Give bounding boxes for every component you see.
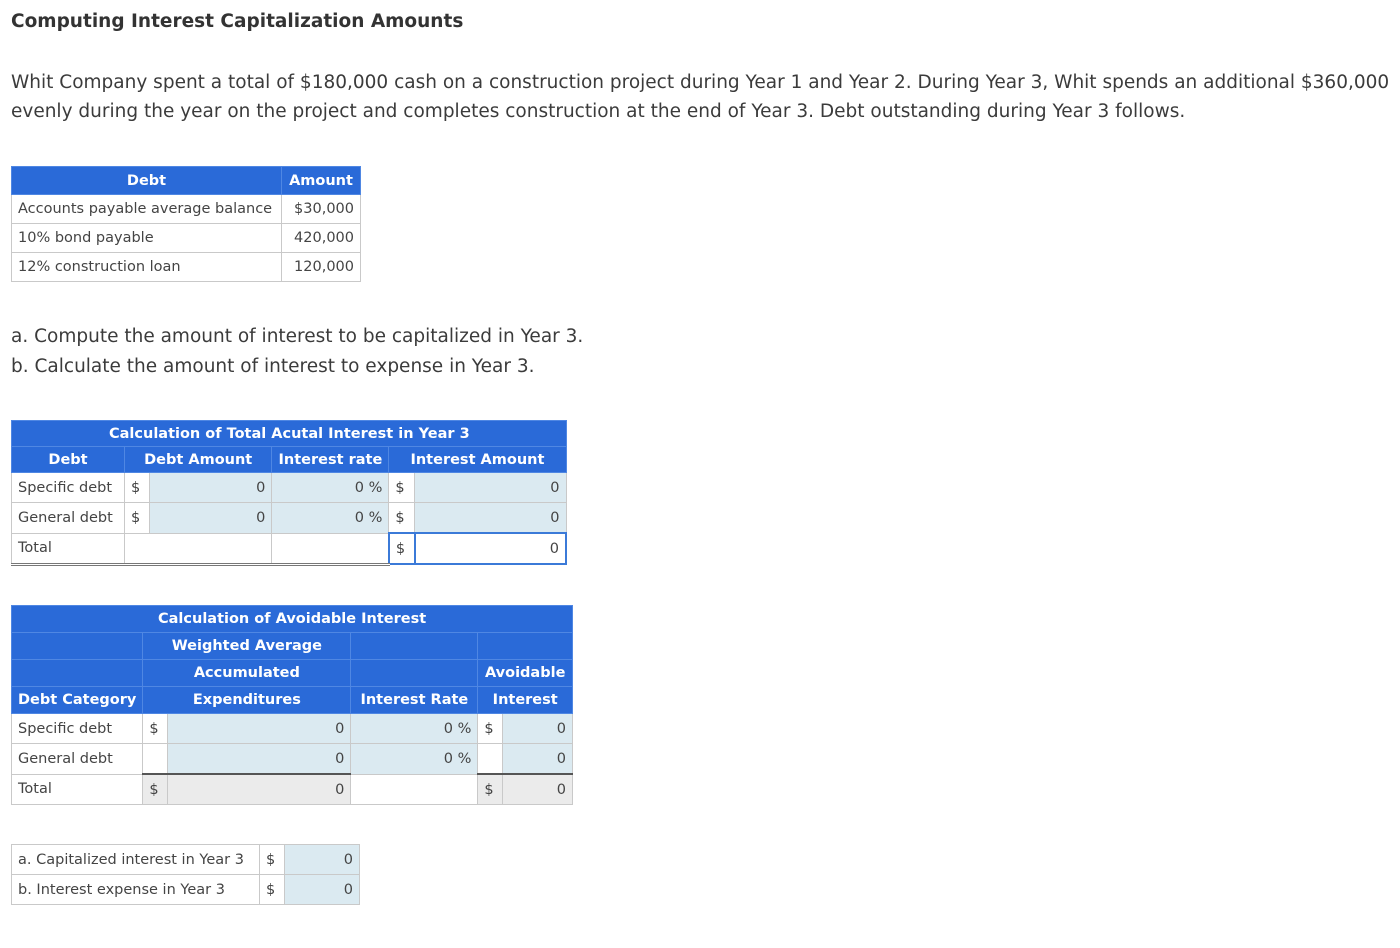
problem-description: Whit Company spent a total of $180,000 cash on a construction project during Year 1 and Year 2. During Year 3, Whit spends an additional $360,000 evenly during the year on the project and completes construction at the end of Year 3. Debt outstanding during Year 3 follows.: [11, 72, 1390, 122]
general-debt-interest-input[interactable]: 0: [415, 503, 566, 534]
specific-avoidable-input[interactable]: 0: [503, 714, 573, 744]
debt-label: 12% construction loan: [12, 253, 282, 282]
amount-header: Amount: [282, 167, 361, 195]
dollar-sign: $: [260, 845, 285, 875]
dollar-sign: $: [143, 714, 168, 744]
table-row: [12, 195, 361, 224]
row-label: Total: [12, 533, 125, 564]
table-row: [12, 473, 567, 503]
debt-label: 10% bond payable: [12, 224, 282, 253]
row-label: Specific debt: [12, 714, 143, 744]
expenditures-header: Expenditures: [143, 687, 351, 714]
avoidable-interest-table: [11, 605, 573, 805]
table-row: [12, 744, 573, 775]
general-debt-amount-input[interactable]: 0: [150, 503, 272, 534]
rate-value: 0: [443, 750, 453, 767]
specific-debt-interest-input[interactable]: 0: [415, 473, 566, 503]
rate-value: 0: [443, 720, 453, 737]
empty-cell: [272, 533, 389, 564]
dollar-sign: $: [125, 503, 150, 534]
percent-sign: %: [457, 720, 472, 737]
rate-value: 0: [354, 509, 365, 526]
dollar-sign: $: [389, 503, 415, 534]
table-row: [12, 714, 573, 744]
avoidable-title: Calculation of Avoidable Interest: [12, 606, 573, 633]
specific-debt-amount-input[interactable]: 0: [150, 473, 272, 503]
dollar-sign: [478, 744, 503, 775]
debt-category-header: Debt Category: [12, 687, 143, 714]
percent-sign: %: [368, 479, 383, 496]
dollar-sign: $: [125, 473, 150, 503]
specific-expenditures-input[interactable]: 0: [168, 714, 351, 744]
capitalized-interest-input[interactable]: 0: [285, 845, 360, 875]
dollar-sign: $: [478, 714, 503, 744]
debt-header: Debt: [12, 447, 125, 473]
empty-cell: [351, 774, 478, 805]
interest-expense-label: b. Interest expense in Year 3: [12, 875, 260, 905]
table-row: [12, 845, 360, 875]
row-label: General debt: [12, 503, 125, 534]
debt-label: Accounts payable average balance: [12, 195, 282, 224]
capitalized-interest-label: a. Capitalized interest in Year 3: [12, 845, 260, 875]
accumulated-header: Accumulated: [143, 660, 351, 687]
table-row: [12, 875, 360, 905]
debt-table: [11, 166, 361, 282]
dollar-sign: $: [389, 533, 415, 564]
general-rate-input[interactable]: [351, 744, 478, 775]
row-label: General debt: [12, 744, 143, 775]
table-row: [12, 253, 361, 282]
debt-amount-header: Debt Amount: [125, 447, 272, 473]
interest-amount-header: Interest Amount: [389, 447, 566, 473]
actual-interest-title: Calculation of Total Acutal Interest in Year 3: [12, 421, 567, 447]
percent-sign: %: [368, 509, 383, 526]
total-row: [12, 774, 573, 805]
dollar-sign: $: [143, 774, 168, 805]
questions: [11, 322, 583, 382]
question-b: b. Calculate the amount of interest to expense in Year 3.: [11, 356, 535, 377]
dollar-sign: $: [389, 473, 415, 503]
table-row: [12, 503, 567, 534]
total-row: [12, 533, 567, 564]
interest-expense-input[interactable]: 0: [285, 875, 360, 905]
debt-amount: $30,000: [282, 195, 361, 224]
total-expenditures-input[interactable]: 0: [168, 774, 351, 805]
debt-amount: 120,000: [282, 253, 361, 282]
general-debt-rate-input[interactable]: [272, 503, 389, 534]
debt-amount: 420,000: [282, 224, 361, 253]
row-label: Specific debt: [12, 473, 125, 503]
dollar-sign: $: [478, 774, 503, 805]
interest-rate-header: Interest Rate: [351, 687, 478, 714]
page-title: Computing Interest Capitalization Amounts: [11, 11, 464, 32]
avoidable-header: Avoidable: [478, 660, 573, 687]
row-label: Total: [12, 774, 143, 805]
general-avoidable-input[interactable]: 0: [503, 744, 573, 775]
summary-table: [11, 844, 360, 905]
debt-header: Debt: [12, 167, 282, 195]
actual-interest-table: [11, 420, 567, 566]
dollar-sign: [143, 744, 168, 775]
interest-rate-header: Interest rate: [272, 447, 389, 473]
empty-cell: [125, 533, 272, 564]
specific-debt-rate-input[interactable]: [272, 473, 389, 503]
rate-value: 0: [354, 479, 365, 496]
table-row: [12, 224, 361, 253]
total-avoidable-input[interactable]: 0: [503, 774, 573, 805]
percent-sign: %: [457, 750, 472, 767]
total-interest-input[interactable]: 0: [415, 533, 566, 564]
question-a: a. Compute the amount of interest to be capitalized in Year 3.: [11, 326, 584, 347]
dollar-sign: $: [260, 875, 285, 905]
general-expenditures-input[interactable]: 0: [168, 744, 351, 775]
specific-rate-input[interactable]: [351, 714, 478, 744]
weighted-average-header: Weighted Average: [143, 633, 351, 660]
interest-header: Interest: [478, 687, 573, 714]
